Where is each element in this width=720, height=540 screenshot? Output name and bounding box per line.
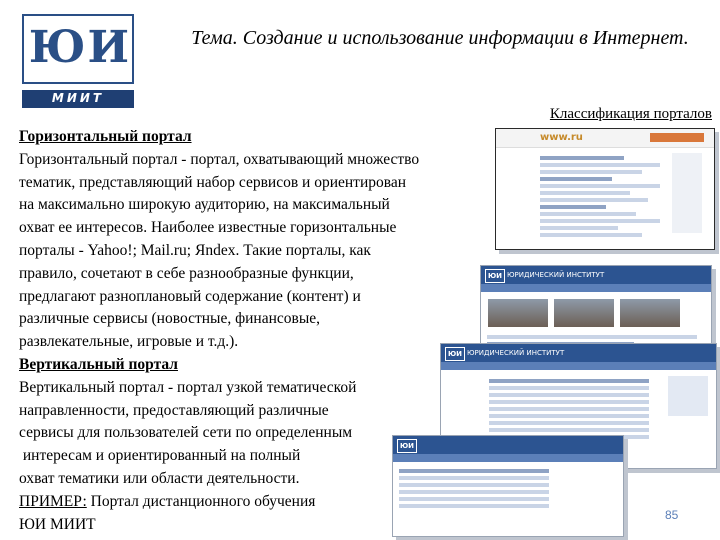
- text-line: направленности, предоставляющий различные: [19, 401, 329, 419]
- portal-screenshot-4: [392, 435, 624, 537]
- example-text: Портал дистанционного обучения: [86, 492, 316, 510]
- text-line: охват ее интересов. Наиболее известные горизонтальные: [19, 219, 397, 237]
- portal-screenshot-1: [495, 128, 715, 250]
- shot2-header: [481, 266, 711, 284]
- shot1-link-list: [540, 153, 660, 240]
- shot1-sidebar: [672, 153, 702, 233]
- logo-monogram: ЮИ: [28, 22, 132, 73]
- shot1-site-name: www.ru: [540, 132, 583, 143]
- shot2-photo: [487, 298, 549, 328]
- horizontal-portal-heading: Горизонтальный портал: [19, 128, 192, 145]
- shot4-mini-logo: ЮИ: [397, 439, 417, 453]
- shot2-photo: [553, 298, 615, 328]
- section-heading: Классификация порталов: [549, 106, 712, 122]
- shot4-header: [393, 436, 623, 454]
- text-line: тематик, представляющий набор сервисов и ориентирован: [19, 173, 407, 191]
- shot1-banner: [650, 133, 704, 142]
- page-number: 85: [665, 508, 679, 522]
- vertical-portal-heading: Вертикальный портал: [19, 355, 178, 373]
- shot2-photo: [619, 298, 681, 328]
- text-line: Горизонтальный портал - портал, охватывающий множество: [19, 150, 420, 168]
- logo-band: [22, 90, 134, 108]
- shot3-header: [441, 344, 716, 362]
- shot4-table: [399, 466, 549, 511]
- slide-title: Тема. Создание и использование информации в Интернет.: [191, 27, 689, 49]
- shot2-mini-logo: ЮИ: [485, 269, 505, 283]
- text-line: на максимально широкую аудиторию, на максимальный: [19, 196, 390, 214]
- text-line: различные сервисы (новостные, финансовые,: [19, 310, 320, 328]
- text-line: охват тематики или области деятельности.: [19, 469, 300, 487]
- logo-frame: [22, 14, 134, 84]
- shot4-nav: [393, 454, 623, 462]
- example-label: ПРИМЕР:: [19, 492, 87, 510]
- shot2-nav: [481, 284, 711, 292]
- shot2-header-text: ЮРИДИЧЕСКИЙ ИНСТИТУТ: [507, 271, 605, 279]
- text-line: интересам и ориентированный на полный: [19, 447, 301, 465]
- shot3-table: [489, 376, 649, 442]
- text-line: порталы - Yahoo!; Mail.ru; Яndex. Такие порталы, как: [19, 241, 371, 259]
- shot3-nav: [441, 362, 716, 370]
- text-line: Вертикальный портал - портал узкой тематической: [19, 378, 357, 396]
- text-line: сервисы для пользователей сети по определенным: [19, 424, 353, 442]
- example-last-line: ЮИ МИИТ: [19, 515, 96, 533]
- shot3-calendar: [668, 376, 708, 416]
- text-line: правило, сочетают в себе разнообразные функции,: [19, 264, 354, 282]
- text-line: предлагают разноплановый содержание (контент) и: [19, 287, 361, 305]
- text-line: развлекательные, игровые и т.д.).: [19, 333, 239, 351]
- shot3-mini-logo: ЮИ: [445, 347, 465, 361]
- logo-band-text: МИИТ: [51, 91, 105, 105]
- shot3-header-text: ЮРИДИЧЕСКИЙ ИНСТИТУТ: [467, 349, 565, 357]
- shot1-header: [496, 129, 714, 148]
- yui-miit-logo: [20, 12, 138, 110]
